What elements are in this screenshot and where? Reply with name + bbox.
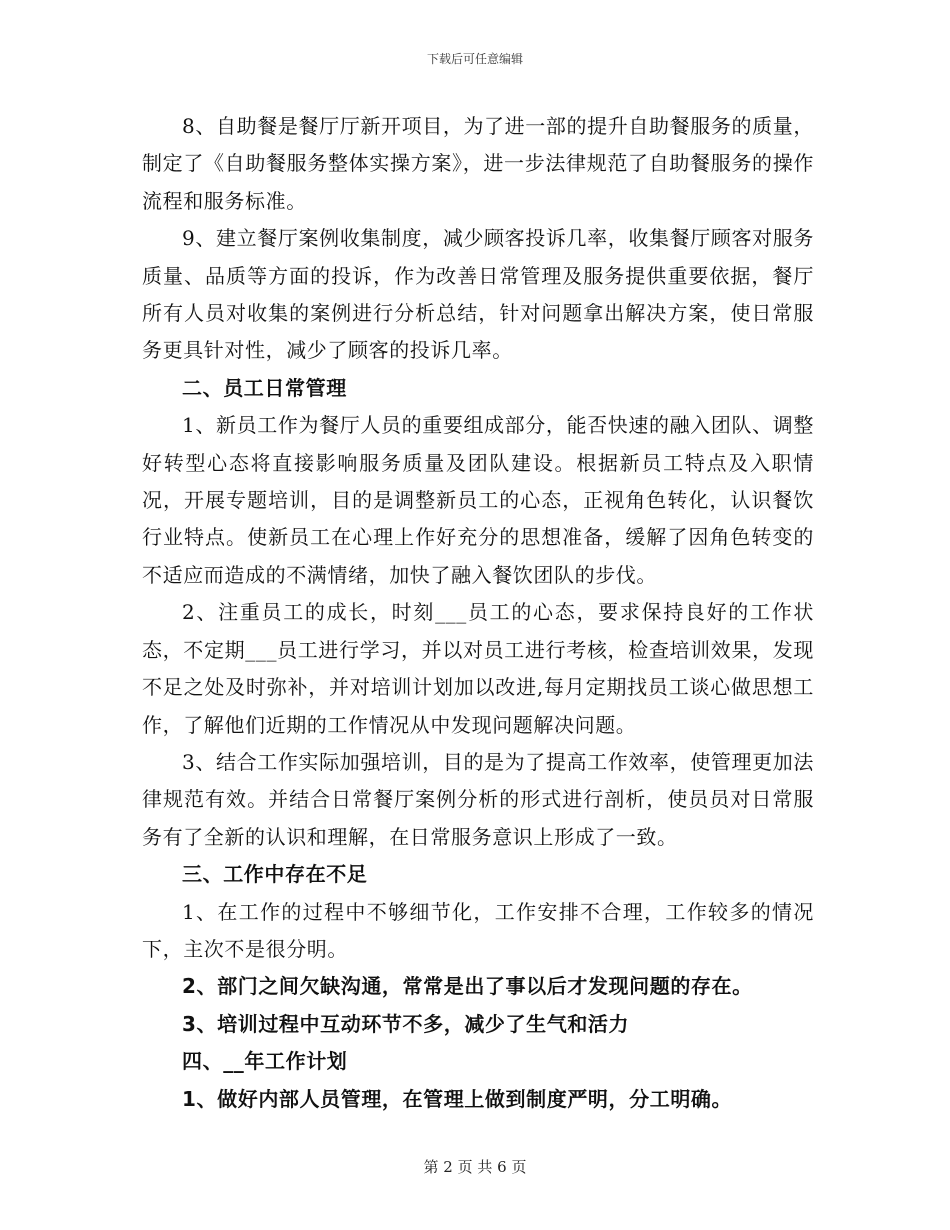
page-footer: 第 2 页 共 6 页 xyxy=(423,1158,527,1176)
paragraph-staff-3: 3、结合工作实际加强培训，目的是为了提高工作效率，使管理更加法律规范有效。并结合日常餐厅案例分析的形式进行剖析，使员员对日常服务有了全新的认识和理解，在日常服务意识上形成了一致。 xyxy=(142,749,814,849)
paragraph-shortcoming-2: 2、部门之间欠缺沟通，常常是出了事以后才发现问题的存在。 xyxy=(182,974,753,999)
paragraph-shortcoming-1: 1、在工作的过程中不够细节化，工作安排不合理，工作较多的情况下，主次不是很分明。 xyxy=(142,899,814,961)
section-heading-staff-management: 二、员工日常管理 xyxy=(182,375,347,400)
paragraph-shortcoming-3: 3、培训过程中互动环节不多，减少了生气和活力 xyxy=(182,1011,630,1036)
paragraph-staff-1: 1、新员工作为餐厅人员的重要组成部分，能否快速的融入团队、调整好转型心态将直接影响服务质量及团队建设。根据新员工特点及入职情况，开展专题培训，目的是调整新员工的心态，正视角色转化，认识餐饮行业特点。使新员工在心理上作好充分的思想准备，缓解了因角色转变的不适应而造成的不满情绪，加快了融入餐饮团队的步伐。 xyxy=(142,413,814,587)
paragraph-staff-2: 2、注重员工的成长，时刻___员工的心态，要求保持良好的工作状态，不定期___员工进行学习，并以对员工进行考核，检查培训效果，发现不足之处及时弥补，并对培训计划加以改进,每月定期找员工谈心做思想工作，了解他们近期的工作情况从中发现问题解决问题。 xyxy=(142,600,814,737)
paragraph-plan-1: 1、做好内部人员管理，在管理上做到制度严明，分工明确。 xyxy=(182,1086,733,1111)
section-heading-shortcomings: 三、工作中存在不足 xyxy=(182,862,368,887)
page-header: 下载后可任意编辑 xyxy=(426,52,523,66)
section-heading-work-plan: 四、__年工作计划 xyxy=(182,1049,348,1074)
paragraph-item-9: 9、建立餐厅案例收集制度，减少顾客投诉几率，收集餐厅顾客对服务质量、品质等方面的投诉，作为改善日常管理及服务提供重要依据，餐厅所有人员对收集的案例进行分析总结，针对问题拿出解决方案，使日常服务更具针对性，减少了顾客的投诉几率。 xyxy=(142,226,814,363)
document-body xyxy=(142,108,814,1118)
paragraph-item-8: 8、自助餐是餐厅厅新开项目，为了进一部的提升自助餐服务的质量，制定了《自助餐服务整体实操方案》，进一步法律规范了自助餐服务的操作流程和服务标准。 xyxy=(142,114,814,213)
